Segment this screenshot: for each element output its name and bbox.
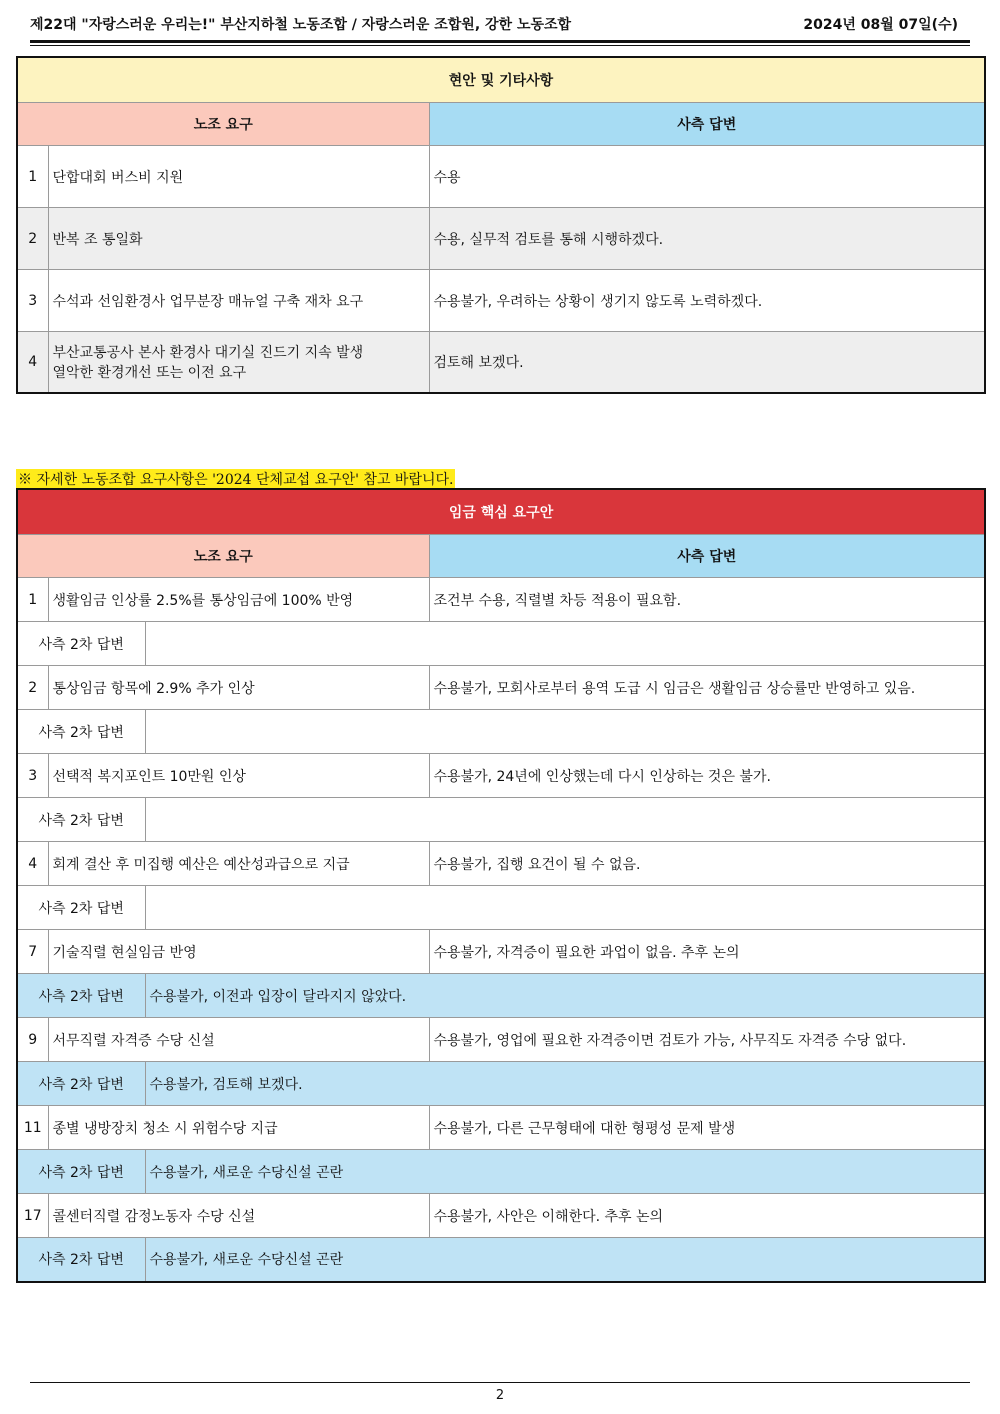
company-answer: 조건부 수용, 직렬별 차등 적용이 필요함. (429, 578, 985, 622)
wage-col-union: 노조 요구 (17, 535, 429, 578)
reference-note: ※ 자세한 노동조합 요구사항은 '2024 단체교섭 요구안' 참고 바랍니다. (16, 469, 455, 489)
company-answer: 수용불가, 우려하는 상황이 생기지 않도록 노력하겠다. (429, 270, 985, 332)
union-demand: 단합대회 버스비 지원 (48, 146, 429, 208)
row-number: 4 (17, 842, 48, 886)
footer-rule (30, 1382, 970, 1383)
union-demand: 통상임금 항목에 2.9% 추가 인상 (48, 666, 429, 710)
company-answer: 수용불가, 24년에 인상했는데 다시 인상하는 것은 불가. (429, 754, 985, 798)
table-row (17, 578, 985, 622)
second-answer-row (17, 1150, 985, 1194)
row-number: 1 (17, 578, 48, 622)
company-answer: 수용불가, 영업에 필요한 자격증이면 검토가 가능, 사무직도 자격증 수당 없다. (429, 1018, 985, 1062)
union-demand: 회계 결산 후 미집행 예산은 예산성과급으로 지급 (48, 842, 429, 886)
company-answer: 수용불가, 다른 근무형태에 대한 형평성 문제 발생 (429, 1106, 985, 1150)
second-answer-label: 사측 2차 답변 (17, 974, 145, 1018)
company-answer: 수용불가, 집행 요건이 될 수 없음. (429, 842, 985, 886)
second-answer-text (145, 886, 985, 930)
second-answer-row (17, 886, 985, 930)
union-demand: 서무직렬 자격증 수당 신설 (48, 1018, 429, 1062)
second-answer-label: 사측 2차 답변 (17, 886, 145, 930)
row-number: 4 (17, 332, 48, 393)
second-answer-label: 사측 2차 답변 (17, 798, 145, 842)
second-answer-row (17, 710, 985, 754)
second-answer-text: 수용불가, 새로운 수당신설 곤란 (145, 1150, 985, 1194)
second-answer-text: 수용불가, 검토해 보겠다. (145, 1062, 985, 1106)
second-answer-row (17, 1238, 985, 1282)
issues-col-union: 노조 요구 (17, 103, 429, 146)
table-row (17, 332, 985, 393)
table-row (17, 930, 985, 974)
wage-title: 임금 핵심 요구안 (17, 489, 985, 535)
union-demand: 반복 조 통일화 (48, 208, 429, 270)
issues-title: 현안 및 기타사항 (17, 57, 985, 103)
second-answer-row (17, 974, 985, 1018)
table-row (17, 666, 985, 710)
header-title: 제22대 "자랑스러운 우리는!" 부산지하철 노동조합 / 자랑스러운 조합원, 강한 노동조합 (30, 17, 572, 33)
page-header (30, 8, 970, 38)
second-answer-text: 수용불가, 새로운 수당신설 곤란 (145, 1238, 985, 1282)
union-demand-line: 열악한 환경개선 또는 이전 요구 (52, 364, 247, 381)
table-row (17, 842, 985, 886)
header-date: 2024년 08월 07일(수) (803, 17, 958, 33)
row-number: 9 (17, 1018, 48, 1062)
table-row (17, 270, 985, 332)
second-answer-text: 수용불가, 이전과 입장이 달라지지 않았다. (145, 974, 985, 1018)
table-row (17, 208, 985, 270)
company-answer: 수용불가, 모회사로부터 용역 도급 시 임금은 생활임금 상승률만 반영하고 있음. (429, 666, 985, 710)
second-answer-label: 사측 2차 답변 (17, 1150, 145, 1194)
table-row (17, 1194, 985, 1238)
second-answer-label: 사측 2차 답변 (17, 622, 145, 666)
union-demand (48, 332, 429, 393)
issues-col-company: 사측 답변 (429, 103, 985, 146)
second-answer-row (17, 622, 985, 666)
second-answer-text (145, 622, 985, 666)
header-rule-thin (30, 45, 970, 46)
second-answer-row (17, 798, 985, 842)
union-demand: 콜센터직렬 감정노동자 수당 신설 (48, 1194, 429, 1238)
second-answer-label: 사측 2차 답변 (17, 710, 145, 754)
issues-table (16, 56, 986, 394)
union-demand-line: 부산교통공사 본사 환경사 대기실 진드기 지속 발생 (52, 344, 364, 361)
company-answer: 검토해 보겠다. (429, 332, 985, 393)
page-number: 2 (495, 1388, 505, 1403)
second-answer-label: 사측 2차 답변 (17, 1062, 145, 1106)
row-number: 3 (17, 754, 48, 798)
union-demand: 종별 냉방장치 청소 시 위험수당 지급 (48, 1106, 429, 1150)
company-answer: 수용불가, 자격증이 필요한 과업이 없음. 추후 논의 (429, 930, 985, 974)
company-answer: 수용불가, 사안은 이해한다. 추후 논의 (429, 1194, 985, 1238)
row-number: 3 (17, 270, 48, 332)
union-demand: 선택적 복지포인트 10만원 인상 (48, 754, 429, 798)
row-number: 1 (17, 146, 48, 208)
company-answer: 수용, 실무적 검토를 통해 시행하겠다. (429, 208, 985, 270)
header-rule-thick (30, 40, 970, 43)
table-row (17, 754, 985, 798)
second-answer-row (17, 1062, 985, 1106)
union-demand: 기술직렬 현실임금 반영 (48, 930, 429, 974)
union-demand: 생활임금 인상률 2.5%를 통상임금에 100% 반영 (48, 578, 429, 622)
row-number: 7 (17, 930, 48, 974)
row-number: 2 (17, 208, 48, 270)
second-answer-text (145, 710, 985, 754)
row-number: 2 (17, 666, 48, 710)
second-answer-text (145, 798, 985, 842)
company-answer: 수용 (429, 146, 985, 208)
row-number: 11 (17, 1106, 48, 1150)
union-demand: 수석과 선임환경사 업무분장 매뉴얼 구축 재차 요구 (48, 270, 429, 332)
table-row (17, 146, 985, 208)
wage-table (16, 488, 986, 1283)
table-row (17, 1018, 985, 1062)
row-number: 17 (17, 1194, 48, 1238)
table-row (17, 1106, 985, 1150)
second-answer-label: 사측 2차 답변 (17, 1238, 145, 1282)
wage-col-company: 사측 답변 (429, 535, 985, 578)
